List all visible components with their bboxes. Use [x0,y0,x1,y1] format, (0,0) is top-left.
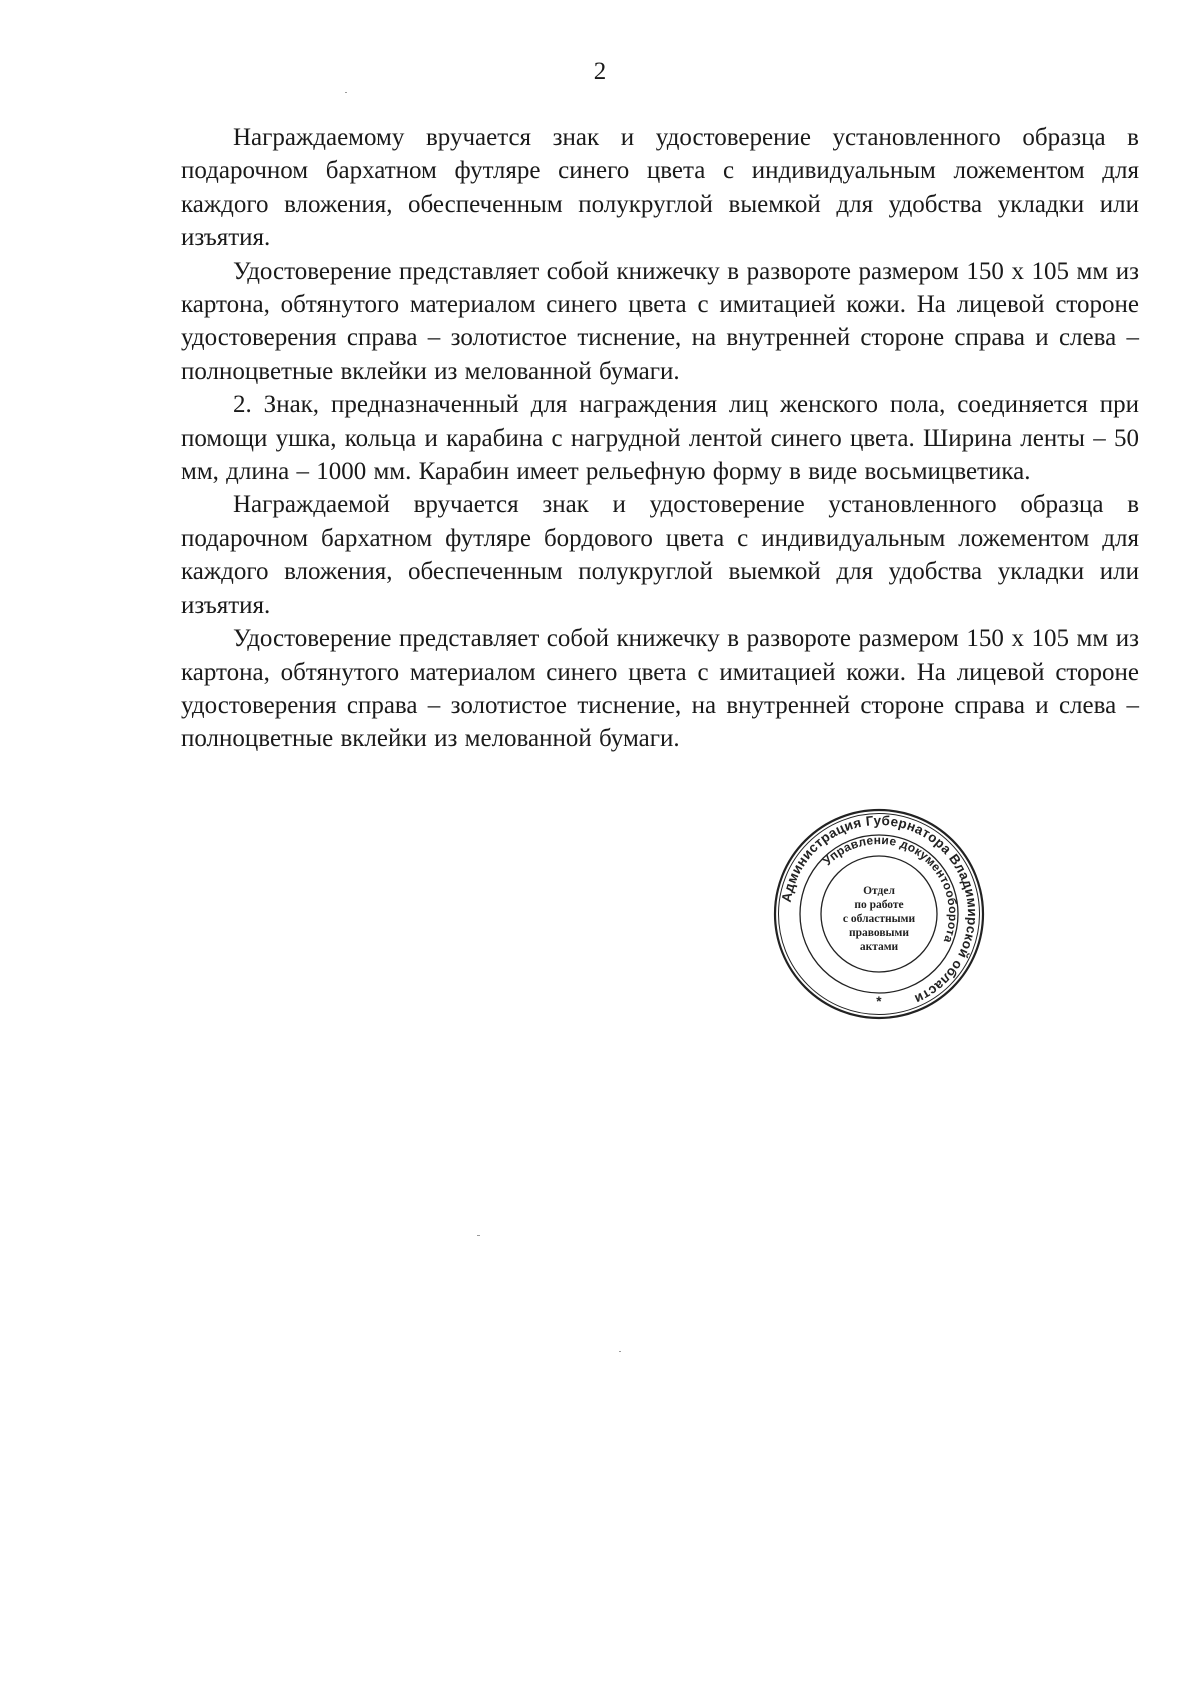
paragraph-3: 2. Знак, предназначенный для награждения лиц женского пола, соединяется при помощи ушка, кольца и карабина с нагрудной лентой синего цвета. Ширина ленты – 50 мм, длина – 1000 мм. Карабин имеет рельефную форму в виде восьмицветика. [181,391,1139,486]
stamp-center-line-2: по работе [854,899,904,911]
stamp-star-mark: * [876,994,882,1009]
page-number: 2 [593,58,607,85]
stamp-center-line-5: актами [859,941,899,953]
scan-speck [477,1235,480,1236]
stamp-center-line-3: с областными [842,913,916,925]
stamp-outer-ring-text: Администрация Губернатора Владимирской области [778,812,981,1008]
document-body [181,121,1139,756]
stamp-inner-ring-text: Управление документооборота [820,832,961,946]
official-stamp [772,807,986,1021]
paragraph-1: Награждаемому вручается знак и удостоверение установленного образца в подарочном бархатном футляре синего цвета с индивидуальным ложементом для каждого вложения, обеспеченным полукруглой выемкой для удобства укладки или изъятия. [181,124,1139,252]
stamp-center-line-4: правовыми [848,927,910,939]
stamp-graphic [772,807,986,1021]
scan-speck [345,92,347,93]
paragraph-4: Награждаемой вручается знак и удостоверение установленного образца в подарочном бархатном футляре бордового цвета с индивидуальным ложементом для каждого вложения, обеспеченным полукруглой выемкой для удобства укладки или изъятия. [181,491,1139,619]
scan-speck [619,1351,621,1352]
paragraph-2: Удостоверение представляет собой книжечку в развороте размером 150 х 105 мм из картона, обтянутого материалом синего цвета с имитацией кожи. На лицевой стороне удостоверения справа – золотистое тиснение, на внутренней стороне справа и слева – полноцветные вклейки из мелованной бумаги. [181,257,1139,385]
paragraph-5: Удостоверение представляет собой книжечку в развороте размером 150 х 105 мм из картона, обтянутого материалом синего цвета с имитацией кожи. На лицевой стороне удостоверения справа – золотистое тиснение, на внутренней стороне справа и слева – полноцветные вклейки из мелованной бумаги. [181,625,1139,753]
stamp-center-line-1: Отдел [863,885,895,897]
